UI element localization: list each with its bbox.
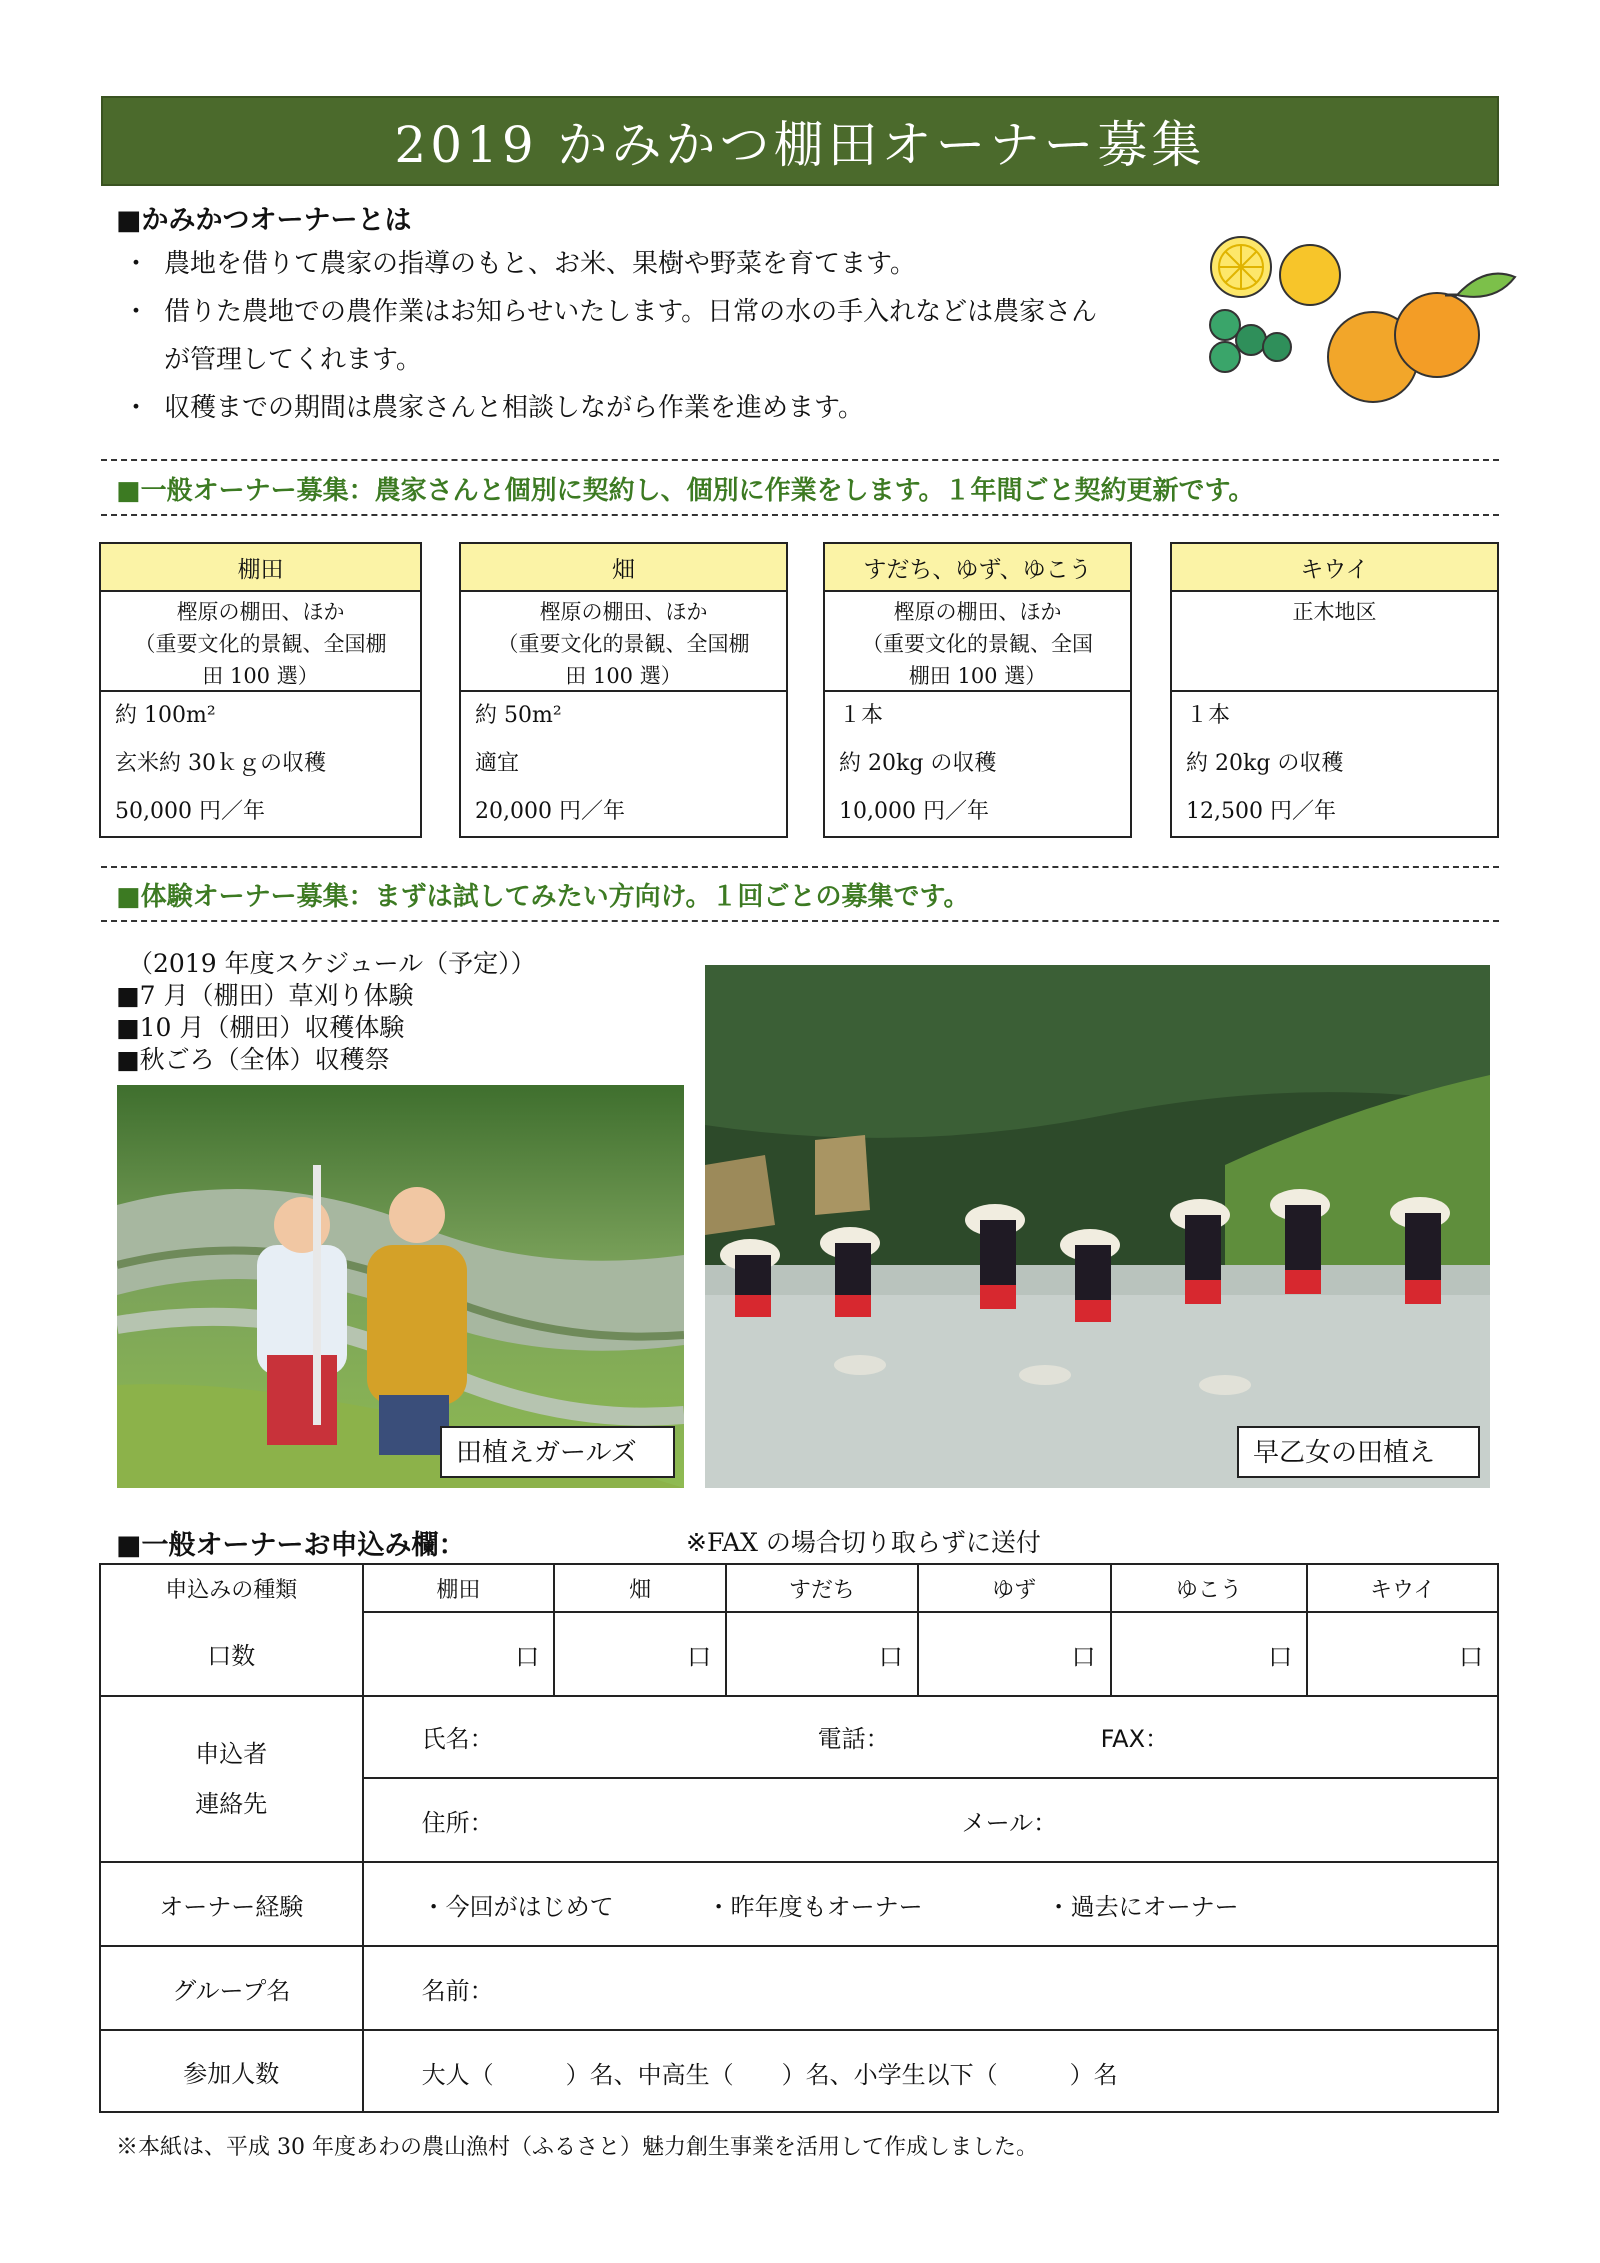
card-location xyxy=(461,592,786,692)
units-label: 口数 xyxy=(100,1612,363,1696)
card-yield: 玄米約 30ｋｇの収穫 xyxy=(115,751,326,776)
card-location xyxy=(1172,592,1497,692)
card-hatake xyxy=(459,542,788,838)
card-size: 約 100m² xyxy=(115,703,216,728)
location-line: （重要文化的景観、全国 xyxy=(862,632,1093,656)
card-citrus xyxy=(823,542,1132,838)
card-details xyxy=(101,692,420,836)
type-label: 申込みの種類 xyxy=(100,1564,363,1612)
location-line: 正木地区 xyxy=(1292,600,1377,624)
experience-option-past[interactable]: ・過去にオーナー xyxy=(1046,1893,1239,1921)
card-location xyxy=(101,592,420,692)
card-title: すだち、ゆず、ゆこう xyxy=(825,544,1130,592)
divider xyxy=(101,459,1499,461)
about-bullet-2: 借りた農地での農作業はお知らせいたします。日常の水の手入れなどは農家さん xyxy=(164,297,1098,327)
units-field-kiwi[interactable] xyxy=(1307,1612,1498,1696)
trial-heading: ■体験オーナー募集：まずは試してみたい方向け。１回ごとの募集です。 xyxy=(116,882,970,912)
unit-suffix: 口 xyxy=(878,1642,903,1671)
application-form xyxy=(99,1563,1499,2113)
card-title: 畑 xyxy=(461,544,786,592)
phone-label: 電話： xyxy=(817,1725,890,1753)
type-yuzu: ゆず xyxy=(918,1564,1111,1612)
about-bullets xyxy=(0,240,1200,440)
bullet-mark: ・ xyxy=(123,393,150,423)
photo2-caption: 早乙女の田植え xyxy=(1237,1426,1480,1478)
type-tanada: 棚田 xyxy=(363,1564,555,1612)
location-line: 樫原の棚田、ほか xyxy=(176,600,345,624)
schedule xyxy=(116,948,536,1076)
schedule-item: ■10 月（棚田）収穫体験 xyxy=(116,1013,405,1042)
applicant-label xyxy=(100,1696,363,1862)
about-bullet-2-cont: が管理してくれます。 xyxy=(164,345,422,375)
about-bullet-3: 収穫までの期間は農家さんと相談しながら作業を進めます。 xyxy=(164,393,864,423)
card-location xyxy=(825,592,1130,692)
card-price: 10,000 円／年 xyxy=(839,799,989,824)
card-size: 約 50m² xyxy=(475,703,562,728)
units-field-hatake[interactable] xyxy=(554,1612,726,1696)
fax-label: FAX： xyxy=(1100,1725,1170,1753)
units-field-tanada[interactable] xyxy=(363,1612,555,1696)
location-line: 樫原の棚田、ほか xyxy=(539,600,708,624)
experience-option-last-year[interactable]: ・昨年度もオーナー xyxy=(706,1893,923,1921)
type-hatake: 畑 xyxy=(554,1564,726,1612)
location-line: （重要文化的景観、全国棚 xyxy=(497,632,750,656)
bullet-mark: ・ xyxy=(123,297,150,327)
card-yield: 約 20kg の収穫 xyxy=(1186,751,1344,776)
location-line: 田 100 選） xyxy=(202,664,319,688)
divider xyxy=(101,920,1499,922)
group-name-label: 名前： xyxy=(421,1977,494,2005)
divider xyxy=(101,514,1499,516)
schedule-item: ■秋ごろ（全体）収穫祭 xyxy=(116,1045,390,1074)
footer-note: ※本紙は、平成 30 年度あわの農山漁村（ふるさと）魅力創生事業を活用して作成しました。 xyxy=(116,2135,1038,2160)
unit-suffix: 口 xyxy=(515,1642,540,1671)
type-kiwi: キウイ xyxy=(1307,1564,1498,1612)
card-details xyxy=(825,692,1130,836)
schedule-item: ■7 月（棚田）草刈り体験 xyxy=(116,981,414,1010)
about-heading: ■かみかつオーナーとは xyxy=(116,205,412,236)
location-line: 樫原の棚田、ほか xyxy=(893,600,1062,624)
name-label: 氏名： xyxy=(421,1725,494,1753)
card-details xyxy=(1172,692,1497,836)
experience-option-first[interactable]: ・今回がはじめて xyxy=(421,1893,614,1921)
unit-suffix: 口 xyxy=(1459,1642,1483,1671)
address-mail-row[interactable] xyxy=(363,1778,1498,1862)
participant-count-field[interactable] xyxy=(363,2030,1498,2112)
card-size: １本 xyxy=(1186,703,1231,728)
units-field-sudachi[interactable] xyxy=(726,1612,918,1696)
units-field-yukou[interactable] xyxy=(1111,1612,1308,1696)
card-title: 棚田 xyxy=(101,544,420,592)
location-line: （重要文化的景観、全国棚 xyxy=(134,632,387,656)
participant-count-text: 大人（ ）名、中高生（ ）名、小学生以下（ ）名 xyxy=(421,2061,1118,2089)
type-sudachi: すだち xyxy=(726,1564,918,1612)
form-heading: ■一般オーナーお申込み欄： xyxy=(116,1530,466,1561)
card-price: 20,000 円／年 xyxy=(475,799,625,824)
card-tanada xyxy=(99,542,422,838)
card-kiwi xyxy=(1170,542,1499,838)
bullet-mark: ・ xyxy=(123,249,150,279)
unit-suffix: 口 xyxy=(1071,1642,1096,1671)
mail-label: メール： xyxy=(961,1809,1058,1837)
divider xyxy=(101,866,1499,868)
experience-label: オーナー経験 xyxy=(100,1862,363,1946)
citrus-illustration xyxy=(1195,225,1525,410)
photo1-caption: 田植えガールズ xyxy=(440,1426,675,1478)
card-yield: 適宜 xyxy=(475,751,520,776)
location-line: 棚田 100 選） xyxy=(908,664,1047,688)
fax-note: ※FAX の場合切り取らずに送付 xyxy=(686,1528,1041,1557)
applicant-label-line: 連絡先 xyxy=(195,1790,268,1818)
experience-options xyxy=(363,1862,1498,1946)
schedule-title: （2019 年度スケジュール（予定）） xyxy=(128,949,536,978)
general-heading: ■一般オーナー募集：農家さんと個別に契約し、個別に作業をします。１年間ごと契約更新です。 xyxy=(116,476,1255,506)
title-banner xyxy=(101,96,1499,186)
units-field-yuzu[interactable] xyxy=(918,1612,1111,1696)
card-price: 12,500 円／年 xyxy=(1186,799,1336,824)
location-line: 田 100 選） xyxy=(565,664,682,688)
name-phone-fax-row[interactable] xyxy=(363,1696,1498,1778)
group-label: グループ名 xyxy=(100,1946,363,2030)
applicant-label-line: 申込者 xyxy=(195,1740,268,1768)
page-title: 2019 かみかつ棚田オーナー募集 xyxy=(394,116,1206,174)
address-label: 住所： xyxy=(421,1809,494,1837)
unit-suffix: 口 xyxy=(687,1642,712,1671)
photo-rice-planting xyxy=(705,965,1490,1488)
card-title: キウイ xyxy=(1172,544,1497,592)
card-size: １本 xyxy=(839,703,884,728)
group-name-field[interactable] xyxy=(363,1946,1498,2030)
card-price: 50,000 円／年 xyxy=(115,799,265,824)
count-label: 参加人数 xyxy=(100,2030,363,2112)
card-yield: 約 20kg の収穫 xyxy=(839,751,997,776)
type-yukou: ゆこう xyxy=(1111,1564,1308,1612)
about-bullet-1: 農地を借りて農家の指導のもと、お米、果樹や野菜を育てます。 xyxy=(164,249,916,279)
unit-suffix: 口 xyxy=(1268,1642,1293,1671)
card-details xyxy=(461,692,786,836)
